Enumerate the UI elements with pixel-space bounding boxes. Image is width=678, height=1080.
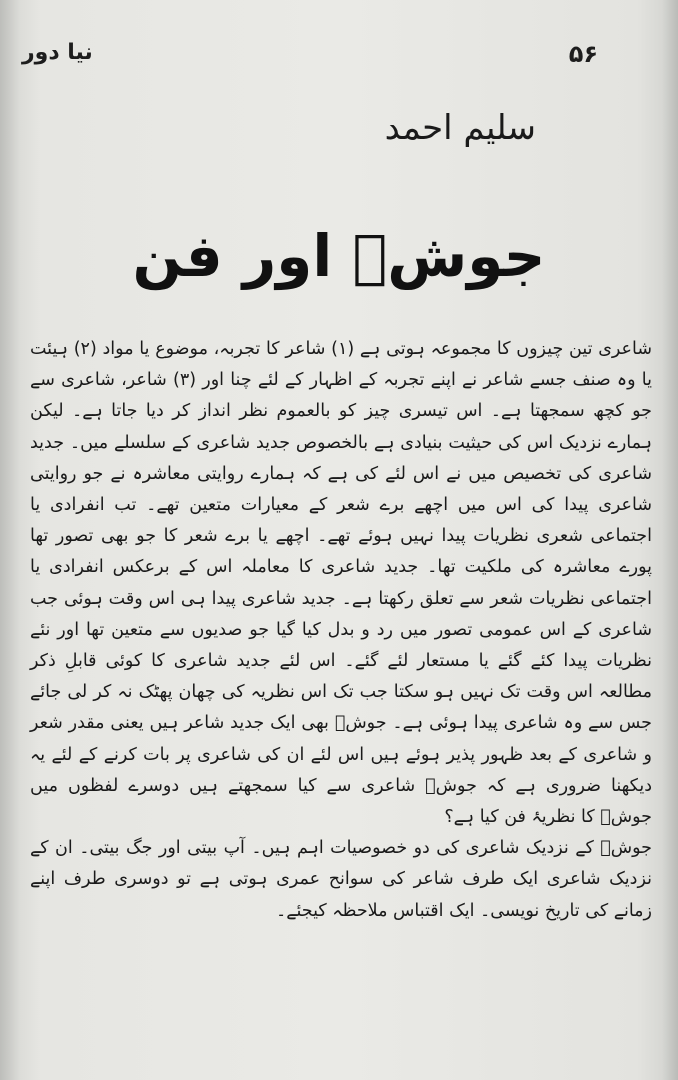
running-header	[22, 40, 598, 74]
magazine-name: نیا دور	[22, 40, 93, 65]
page-left-shadow	[0, 0, 20, 1080]
page-right-shadow	[662, 0, 678, 1080]
article-body	[30, 334, 652, 927]
page-number: ۵۶	[568, 40, 598, 68]
paragraph: جوشؔ کے نزدیک شاعری کی دو خصوصیات اہم ہیں۔ آپ بیتی اور جگ بیتی۔ ان کے نزدیک شاعری ایک طرف شاعر کی سوانح عمری ہوتی ہے تو دوسری طرف اپنے زمانے کی تاریخ نویسی۔ ایک اقتباس ملاحظہ کیجئے۔	[30, 838, 652, 921]
author-name: سلیم احمد	[384, 108, 536, 148]
paragraph: شاعری تین چیزوں کا مجموعہ ہوتی ہے (۱) شاعر کا تجربہ، موضوع یا مواد (۲) ہیئت یا وہ صنف جسے شاعر نے اپنے تجربہ کے اظہار کے لئے چنا اور (۳) شاعر، شاعری سے جو کچھ سمجھتا ہے۔ اس تیسری چیز کو بالعموم نظر انداز کر دیا جاتا ہے۔ لیکن ہمارے نزدیک اس کی حیثیت بنیادی ہے بالخصوص جدید شاعری کے سلسلے میں۔ جدید شاعری کی تخصیص میں نے اس لئے کی ہے کہ ہمارے روایتی معاشرہ نے جو روایتی شاعری پیدا کی اس میں اچھے برے شعر کے معیارات متعین تھے۔ تب انفرادی یا اجتماعی شعری نظریات پیدا نہیں ہوئے تھے۔ اچھے یا برے شعر کا جو بھی تصور تھا پورے معاشرہ کی ملکیت تھا۔ جدید شاعری کا معاملہ اس کے برعکس انفرادی یا اجتماعی نظریات شعر سے تعلق رکھتا ہے۔ جدید شاعری پیدا ہی اس وقت ہوئی جب شاعری کے اس عمومی تصور میں رد و بدل کیا گیا جو صدیوں سے متعین تھا اور نئے نظریات پیدا کئے گئے یا مستعار لئے گئے۔ اس لئے جدید شاعری کا کوئی قابلِ ذکر مطالعہ اس وقت تک نہیں ہو سکتا جب تک اس نظریہ کی چھان پھٹک نہ کر لی جائے جس سے وہ شاعری پیدا ہوئی ہے۔ جوشؔ بھی ایک جدید شاعر ہیں یعنی مقدر شعر و شاعری کے بعد ظہور پذیر ہوئے ہیں اس لئے ان کی شاعری پر بات کرنے کے لئے یہ دیکھنا ضروری ہے کہ جوشؔ شاعری سے کیا سمجھتے ہیں دوسرے لفظوں میں جوشؔ کا نظریۂ فن کیا ہے؟	[30, 339, 653, 828]
article-title: جوشؔ اور فن	[132, 222, 546, 290]
